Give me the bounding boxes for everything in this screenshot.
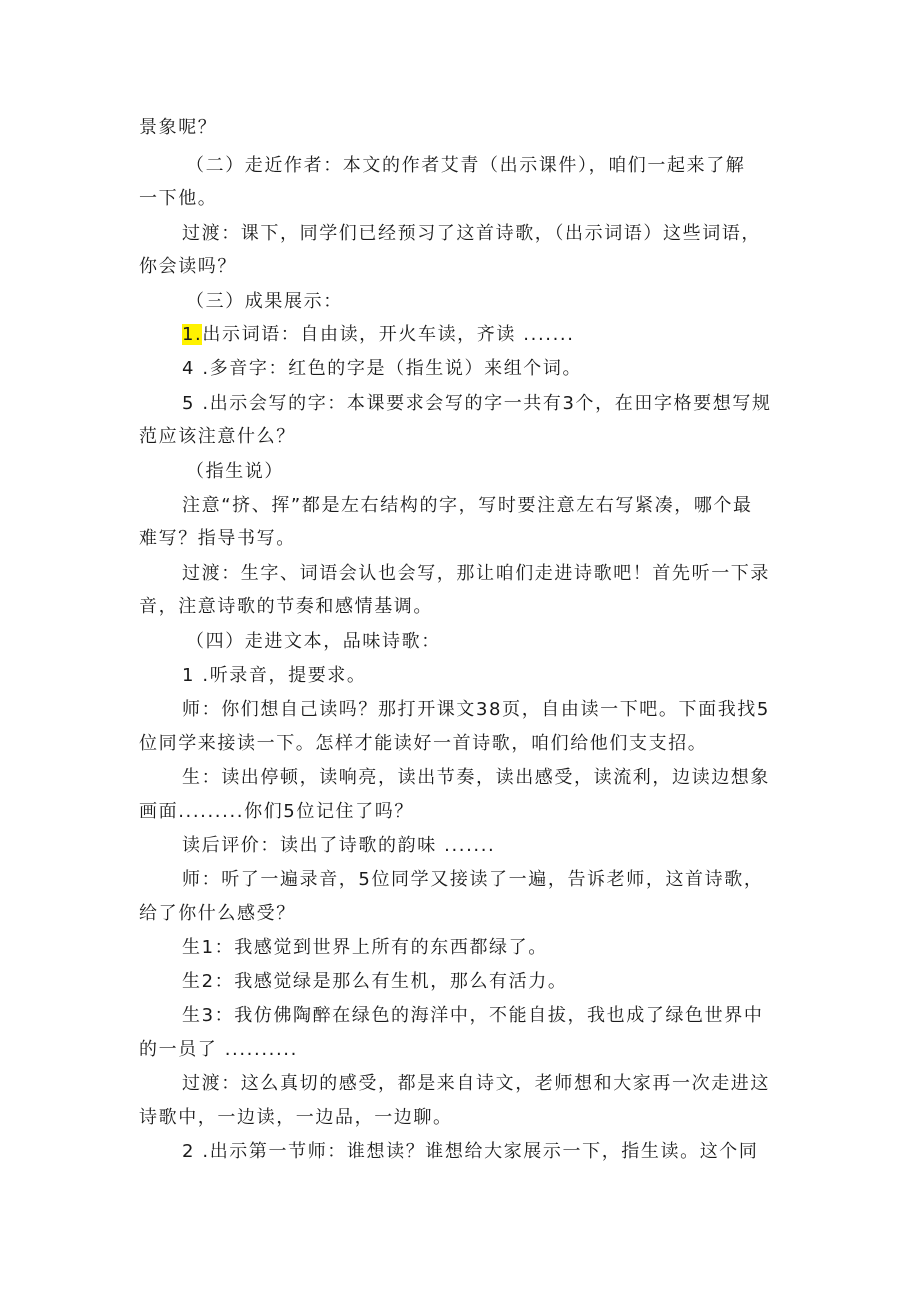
text-line: 给了你什么感受？ [139, 903, 296, 924]
text-line: 你会读吗？ [139, 256, 237, 277]
text-line: 难写？指导书写。 [139, 528, 296, 549]
text-line: 一下他。 [139, 188, 218, 209]
list-item: 4 .多音字：红色的字是（指生说）来组个词。 [182, 358, 583, 379]
list-item: 2 .出示第一节师：谁想读？谁想给大家展示一下，指生读。这个同 [182, 1141, 759, 1162]
list-item: 1 .听录音，提要求。 [182, 665, 367, 686]
text-line: 景象呢？ [139, 117, 218, 138]
section-heading: （二）走近作者：本文的作者艾青（出示课件），咱们一起来了解 [186, 155, 746, 176]
text-line: 过渡：这么真切的感受，都是来自诗文，老师想和大家再一次走进这 [182, 1073, 770, 1094]
text-line: 注意“挤、挥”都是左右结构的字，写时要注意左右写紧凑，哪个最 [182, 495, 753, 516]
text-line: 音，注意诗歌的节奏和感情基调。 [139, 596, 433, 617]
text-line: 生2：我感觉绿是那么有生机，那么有活力。 [182, 971, 568, 992]
text-line: 师：听了一遍录音，5位同学又接读了一遍，告诉老师，这首诗歌， [182, 869, 764, 890]
list-item-text: 出示词语：自由读，开火车读，齐读 ....... [202, 324, 575, 345]
text-line: （指生说） [186, 461, 284, 482]
text-line: 过渡：课下，同学们已经预习了这首诗歌，（出示词语）这些词语， [182, 223, 761, 244]
text-line: 师：你们想自己读吗？那打开课文38页，自由读一下吧。下面我找5 [182, 699, 770, 720]
text-line: 画面.........你们5位记住了吗？ [139, 801, 414, 822]
section-heading: （四）走进文本，品味诗歌： [186, 631, 441, 652]
section-heading: （三）成果展示： [186, 291, 343, 312]
text-line: 生3：我仿佛陶醉在绿色的海洋中，不能自拔，我也成了绿色世界中 [182, 1005, 764, 1026]
text-line: 读后评价：读出了诗歌的韵味 ....... [182, 835, 496, 856]
text-line: 诗歌中，一边读，一边品，一边聊。 [139, 1107, 453, 1128]
text-line: 过渡：生字、词语会认也会写，那让咱们走进诗歌吧！首先听一下录 [182, 563, 770, 584]
text-line: 生：读出停顿，读响亮，读出节奏，读出感受，读流利，边读边想象 [182, 767, 770, 788]
text-line: 位同学来接读一下。怎样才能读好一首诗歌，咱们给他们支支招。 [139, 733, 708, 754]
list-item [182, 323, 575, 347]
list-item: 5 .出示会写的字：本课要求会写的字一共有3个，在田字格要想写规 [182, 393, 772, 414]
highlighted-number: 1. [182, 324, 203, 345]
text-line: 的一员了 .......... [139, 1039, 298, 1060]
text-line: 范应该注意什么？ [139, 426, 296, 447]
text-line: 生1：我感觉到世界上所有的东西都绿了。 [182, 937, 548, 958]
